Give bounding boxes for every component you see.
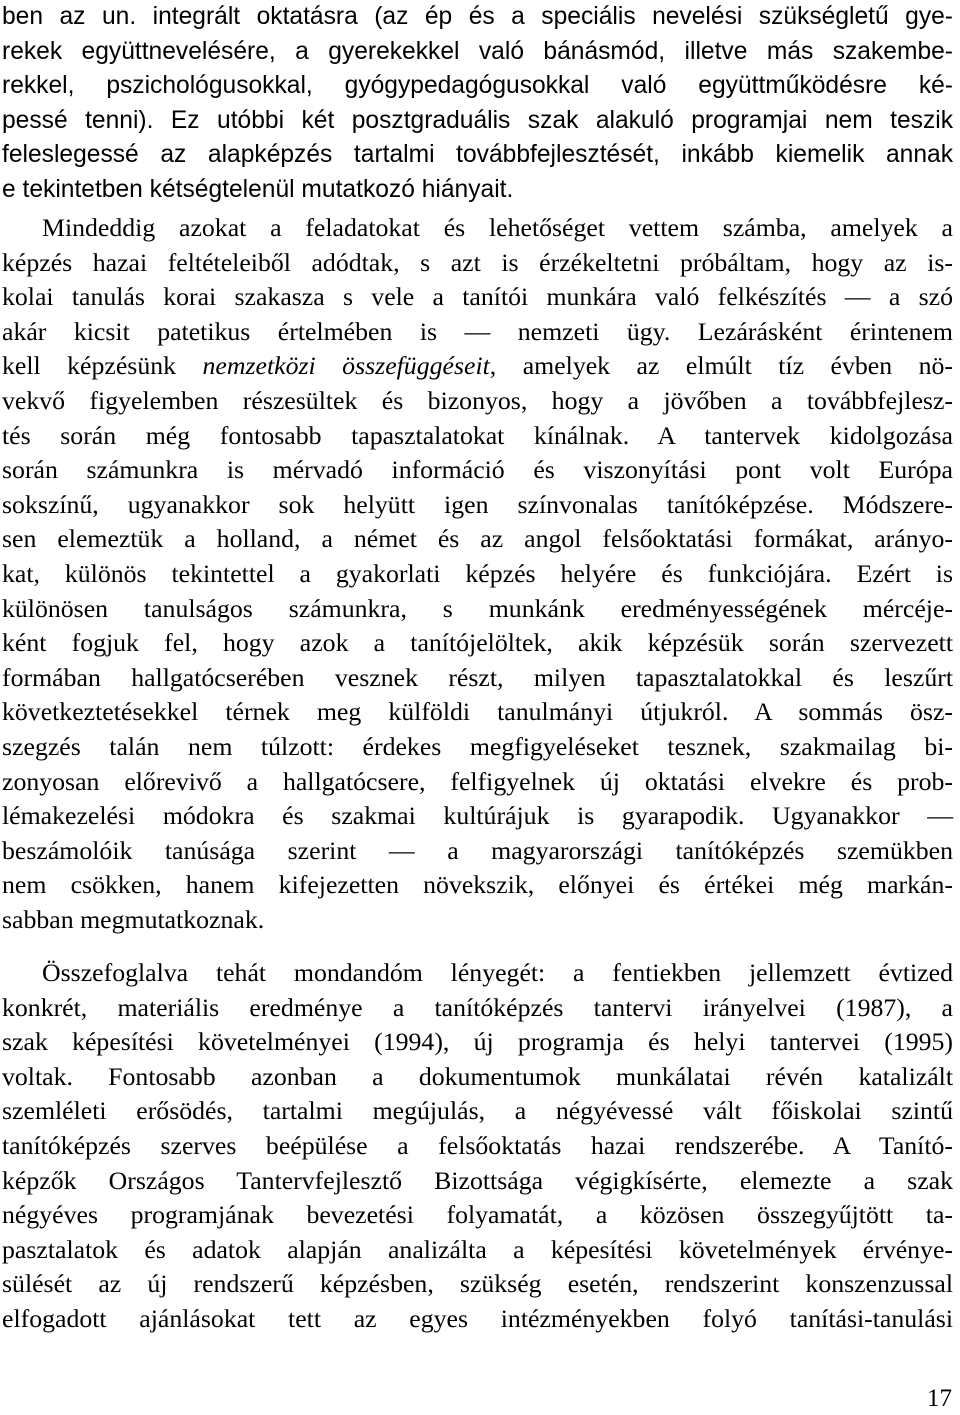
text-line: rekkel, pszichológusokkal, gyógypedagógusokkal való együttműködésre ké- xyxy=(2,72,953,100)
text-line: nem csökken, hanem kifejezetten növekszik, előnyei és értékei még markán- xyxy=(2,870,953,900)
text-line: zonyosan előrevivő a hallgatócsere, felfigyelnek új oktatási elvekre és prob- xyxy=(2,766,953,796)
text-line: ként fogjuk fel, hogy azok a tanítójelöltek, akik képzésük során szervezett xyxy=(2,628,953,658)
text-line: rekek együttnevelésére, a gyerekekkel való bánásmód, illetve más szakembe- xyxy=(2,37,953,65)
text-line: elfogadott ajánlásokat tett az egyes intézményekben folyó tanítási-tanulási xyxy=(2,1303,953,1333)
text-line: feleslegessé az alapképzés tartalmi továbbfejlesztését, inkább kiemelik annak xyxy=(2,141,953,169)
text-line: formában hallgatócserében vesznek részt, milyen tapasztalatokkal és leszűrt xyxy=(2,662,953,692)
page-number: 17 xyxy=(927,1385,952,1412)
text-line: sabban megmutatkoznak. xyxy=(2,904,265,934)
text-line-with-emphasis xyxy=(2,349,953,384)
text-line: ben az un. integrált oktatásra (az ép és a speciális nevelési szükségletű gye- xyxy=(2,3,953,30)
paragraph-3 xyxy=(2,956,953,1337)
text-line: lémakezelési módokra és szakmai kultúrájuk is gyarapodik. Ugyanakkor — xyxy=(2,801,953,831)
text-line: következtetésekkel térnek meg külföldi tanulmányi útjukról. A sommás ösz- xyxy=(2,697,953,727)
paragraph-2 xyxy=(2,211,953,937)
text-line: Mindeddig azokat a feladatokat és lehetőséget vettem számba, amelyek a xyxy=(42,213,953,242)
text-line: képzés hazai feltételeiből adódtak, s azt is érzékeltetni próbáltam, hogy az is- xyxy=(2,247,953,277)
text-line: tés során még fontosabb tapasztalatokat kínálnak. A tantervek kidolgozása xyxy=(2,420,953,450)
text-run: kell képzésünk xyxy=(2,351,203,381)
text-line: pessé tenni). Ez utóbbi két posztgraduális szak alakuló programjai nem teszik xyxy=(2,106,953,134)
text-line: vekvő figyelemben részesültek és bizonyos, hogy a jövőben a továbbfejlesz- xyxy=(2,385,953,415)
text-line: konkrét, materiális eredménye a tanítóképzés tantervi irányelvei (1987), a xyxy=(2,992,953,1022)
text-line: kolai tanulás korai szakasza s vele a tanítói munkára való felkészítés — a szó xyxy=(2,282,953,312)
paragraph-1 xyxy=(2,0,953,208)
text-line: pasztalatok és adatok alapján analizálta a képesítési követelmények érvénye- xyxy=(2,1234,953,1264)
text-line: kat, különös tekintettel a gyakorlati képzés helyére és funkciójára. Ezért is xyxy=(2,558,953,588)
text-line: szemléleti erősödés, tartalmi megújulás, a négyévessé vált főiskolai szintű xyxy=(2,1096,953,1126)
text-line: négyéves programjának bevezetési folyamatát, a közösen összegyűjtött ta- xyxy=(2,1200,953,1230)
text-line: e tekintetben kétségtelenül mutatkozó hiányait. xyxy=(2,175,514,203)
text-run: , amelyek az elmúlt tíz évben nö- xyxy=(489,351,954,381)
text-line: beszámolóik tanúsága szerint — a magyarországi tanítóképzés szemükben xyxy=(2,835,953,865)
text-line: tanítóképzés szerves beépülése a felsőoktatás hazai rendszerébe. A Tanító- xyxy=(2,1130,953,1160)
text-line: során számunkra is mérvadó információ és viszonyítási pont volt Európa xyxy=(2,455,953,485)
text-line: akár kicsit patetikus értelmében is — nemzeti ügy. Lezárásként érintenem xyxy=(2,316,953,346)
text-line: sülését az új rendszerű képzésben, szükség esetén, rendszerint konszenzussal xyxy=(2,1269,953,1299)
text-line: Összefoglalva tehát mondandóm lényegét: a fentiekben jellemzett évtized xyxy=(42,958,953,987)
text-line: szak képesítési követelményei (1994), új programja és helyi tantervei (1995) xyxy=(2,1027,953,1057)
text-line: különösen tanulságos számunkra, s munkánk eredményességének mércéje- xyxy=(2,593,953,623)
text-line: szegzés talán nem túlzott: érdekes megfigyeléseket tesznek, szakmailag bi- xyxy=(2,731,953,761)
emphasized-phrase: nemzetközi összefüggéseit xyxy=(202,351,490,381)
text-line: voltak. Fontosabb azonban a dokumentumok munkálatai révén katalizált xyxy=(2,1061,953,1091)
text-line: sen elemeztük a holland, a német és az angol felsőoktatási formákat, arányo- xyxy=(2,524,953,554)
text-line: sokszínű, ugyanakkor sok helyütt igen színvonalas tanítóképzése. Módszere- xyxy=(2,489,953,519)
text-line: képzők Országos Tantervfejlesztő Bizottsága végigkísérte, elemezte a szak xyxy=(2,1165,953,1195)
